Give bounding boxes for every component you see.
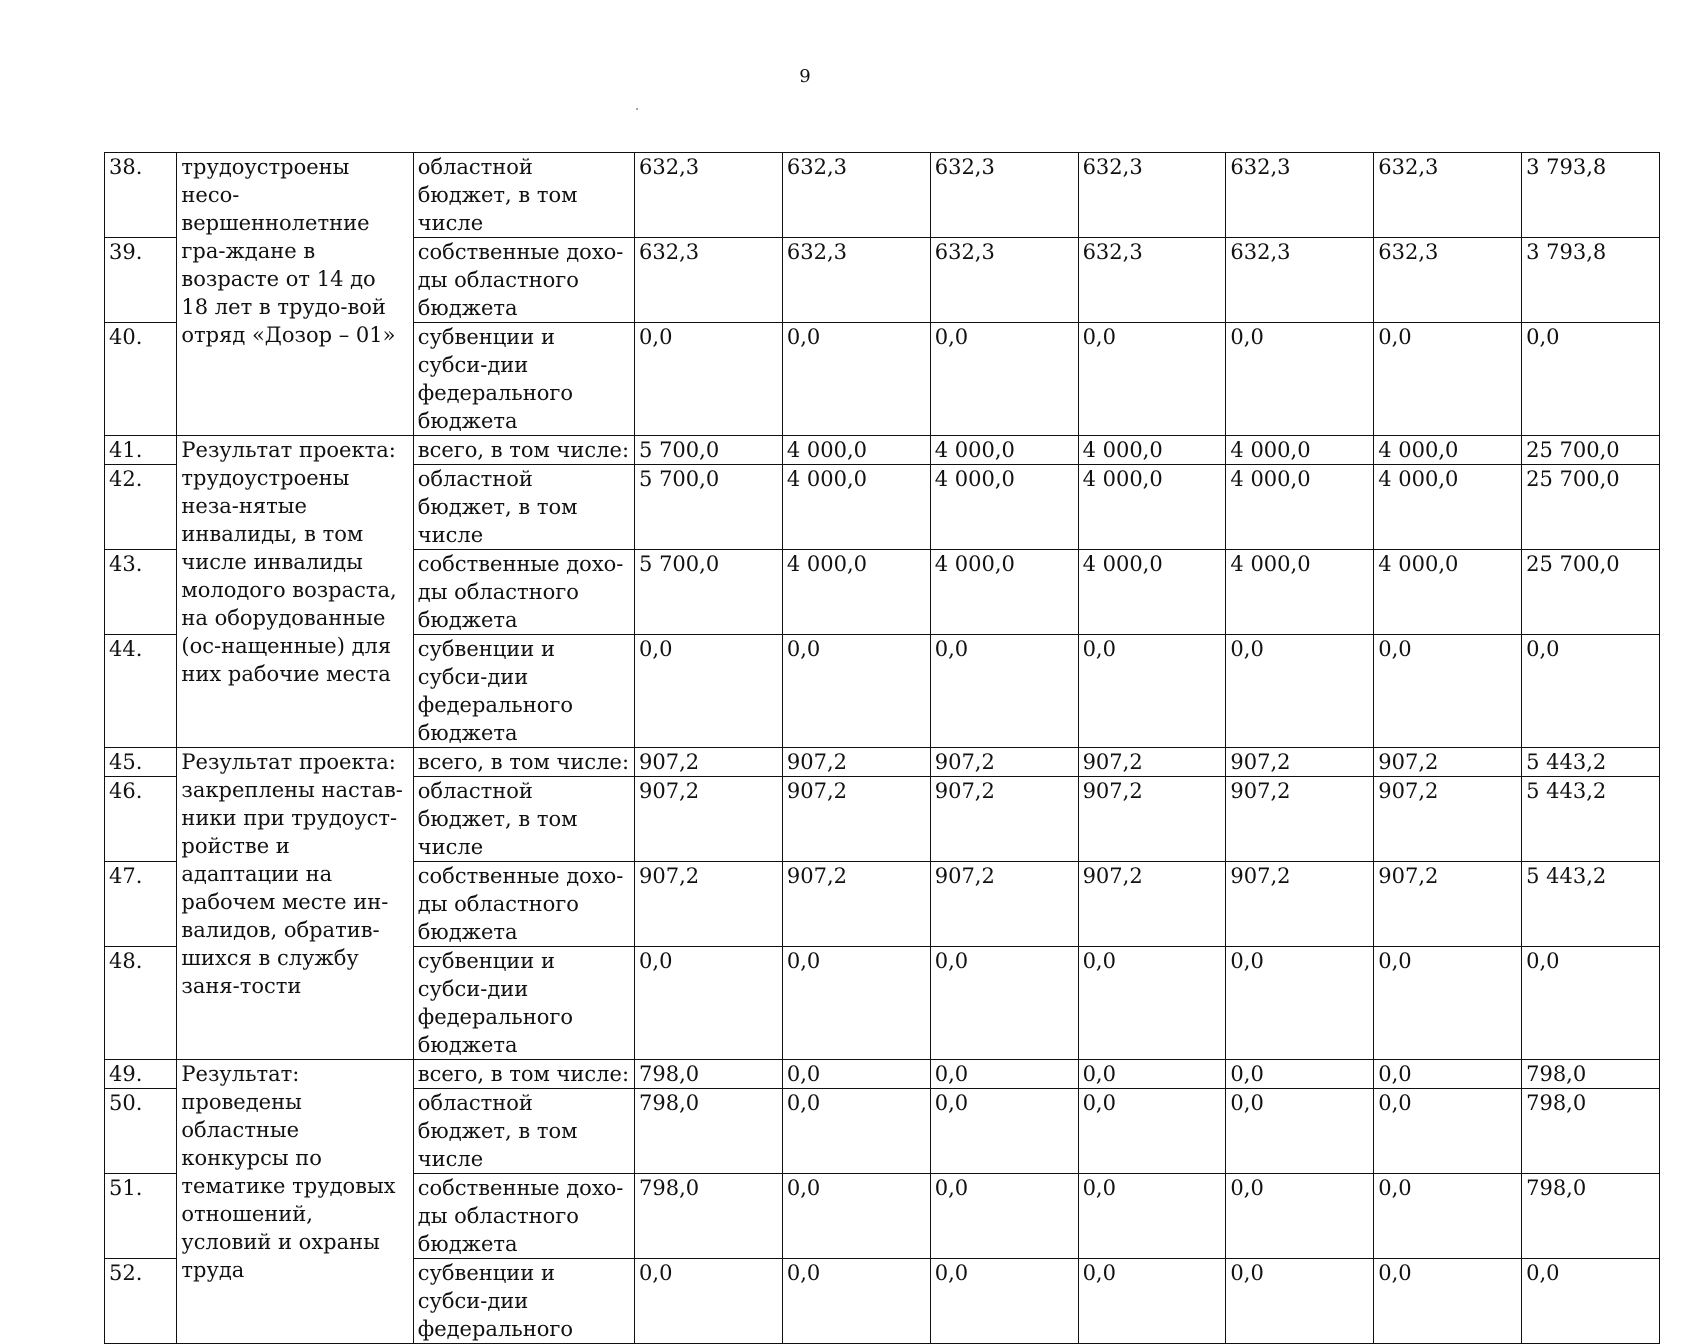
funding-source: областной бюджет, в том числе xyxy=(413,465,634,550)
result-description: трудоустроены несо-вершеннолетние гра-ждане в возрасте от 14 до 18 лет в трудо-вой отряд «Дозор – 01» xyxy=(177,153,413,436)
table-row xyxy=(105,748,1660,777)
year-value: 5 700,0 xyxy=(635,550,783,635)
year-value: 632,3 xyxy=(782,153,930,238)
budget-table xyxy=(104,152,1660,1344)
total-value: 5 443,2 xyxy=(1522,862,1660,947)
funding-source: областной бюджет, в том числе xyxy=(413,777,634,862)
year-value: 0,0 xyxy=(930,1089,1078,1174)
year-value: 0,0 xyxy=(1226,1174,1374,1259)
year-value: 0,0 xyxy=(1374,1060,1522,1089)
total-value: 5 443,2 xyxy=(1522,748,1660,777)
row-number: 52. xyxy=(105,1259,177,1344)
funding-source: всего, в том числе: xyxy=(413,1060,634,1089)
scan-speck xyxy=(636,108,638,110)
year-value: 4 000,0 xyxy=(782,436,930,465)
total-value: 25 700,0 xyxy=(1522,550,1660,635)
funding-source: областной бюджет, в том числе xyxy=(413,1089,634,1174)
year-value: 907,2 xyxy=(1374,748,1522,777)
total-value: 0,0 xyxy=(1522,947,1660,1060)
total-value: 3 793,8 xyxy=(1522,153,1660,238)
funding-source: всего, в том числе: xyxy=(413,748,634,777)
year-value: 4 000,0 xyxy=(1226,436,1374,465)
year-value: 907,2 xyxy=(635,862,783,947)
table-row xyxy=(105,1060,1660,1089)
year-value: 798,0 xyxy=(635,1174,783,1259)
year-value: 0,0 xyxy=(782,1089,930,1174)
year-value: 4 000,0 xyxy=(1078,465,1226,550)
total-value: 0,0 xyxy=(1522,1259,1660,1344)
year-value: 0,0 xyxy=(635,635,783,748)
row-number: 50. xyxy=(105,1089,177,1174)
year-value: 0,0 xyxy=(782,1259,930,1344)
row-number: 44. xyxy=(105,635,177,748)
budget-table-body xyxy=(105,153,1660,1344)
year-value: 907,2 xyxy=(1078,862,1226,947)
year-value: 907,2 xyxy=(1078,777,1226,862)
year-value: 0,0 xyxy=(782,1174,930,1259)
funding-source: субвенции и субси-дии федерального бюджета xyxy=(413,947,634,1060)
year-value: 0,0 xyxy=(1226,635,1374,748)
year-value: 0,0 xyxy=(1078,1174,1226,1259)
row-number: 43. xyxy=(105,550,177,635)
year-value: 907,2 xyxy=(782,777,930,862)
year-value: 0,0 xyxy=(1226,1060,1374,1089)
funding-source: областной бюджет, в том числе xyxy=(413,153,634,238)
year-value: 0,0 xyxy=(1226,1259,1374,1344)
year-value: 0,0 xyxy=(1374,1089,1522,1174)
year-value: 4 000,0 xyxy=(1078,550,1226,635)
year-value: 0,0 xyxy=(1078,1259,1226,1344)
year-value: 907,2 xyxy=(1226,862,1374,947)
year-value: 632,3 xyxy=(1226,238,1374,323)
year-value: 4 000,0 xyxy=(930,436,1078,465)
row-number: 38. xyxy=(105,153,177,238)
year-value: 0,0 xyxy=(1374,1174,1522,1259)
year-value: 907,2 xyxy=(930,748,1078,777)
row-number: 42. xyxy=(105,465,177,550)
year-value: 907,2 xyxy=(1374,777,1522,862)
year-value: 907,2 xyxy=(1374,862,1522,947)
year-value: 4 000,0 xyxy=(1226,550,1374,635)
year-value: 4 000,0 xyxy=(1226,465,1374,550)
funding-source: собственные дохо-ды областного бюджета xyxy=(413,238,634,323)
year-value: 0,0 xyxy=(1374,947,1522,1060)
year-value: 0,0 xyxy=(1078,1089,1226,1174)
year-value: 0,0 xyxy=(1226,1089,1374,1174)
year-value: 632,3 xyxy=(635,153,783,238)
year-value: 0,0 xyxy=(930,323,1078,436)
year-value: 4 000,0 xyxy=(782,550,930,635)
year-value: 632,3 xyxy=(1078,238,1226,323)
year-value: 0,0 xyxy=(1078,323,1226,436)
funding-source: субвенции и субси-дии федерального xyxy=(413,1259,634,1344)
result-description: Результат проекта: закреплены настав-ники при трудоуст-ройстве и адаптации на рабочем месте ин-валидов, обратив-шихся в службу заня-тости xyxy=(177,748,413,1060)
year-value: 632,3 xyxy=(635,238,783,323)
year-value: 0,0 xyxy=(1078,635,1226,748)
year-value: 0,0 xyxy=(635,1259,783,1344)
year-value: 907,2 xyxy=(930,777,1078,862)
funding-source: субвенции и субси-дии федерального бюджета xyxy=(413,635,634,748)
row-number: 45. xyxy=(105,748,177,777)
year-value: 4 000,0 xyxy=(1078,436,1226,465)
year-value: 0,0 xyxy=(930,1060,1078,1089)
funding-source: всего, в том числе: xyxy=(413,436,634,465)
funding-source: собственные дохо-ды областного бюджета xyxy=(413,862,634,947)
year-value: 0,0 xyxy=(635,947,783,1060)
result-description: Результат проекта: трудоустроены неза-нятые инвалиды, в том числе инвалиды молодого возраста, на оборудованные (ос-нащенные) для них рабочие места xyxy=(177,436,413,748)
table-row xyxy=(105,153,1660,238)
total-value: 0,0 xyxy=(1522,635,1660,748)
year-value: 798,0 xyxy=(635,1060,783,1089)
year-value: 5 700,0 xyxy=(635,436,783,465)
year-value: 907,2 xyxy=(782,862,930,947)
year-value: 0,0 xyxy=(782,323,930,436)
total-value: 5 443,2 xyxy=(1522,777,1660,862)
year-value: 0,0 xyxy=(782,1060,930,1089)
year-value: 4 000,0 xyxy=(1374,465,1522,550)
year-value: 0,0 xyxy=(1078,1060,1226,1089)
total-value: 25 700,0 xyxy=(1522,465,1660,550)
year-value: 907,2 xyxy=(635,748,783,777)
year-value: 0,0 xyxy=(635,323,783,436)
row-number: 49. xyxy=(105,1060,177,1089)
total-value: 25 700,0 xyxy=(1522,436,1660,465)
year-value: 4 000,0 xyxy=(930,550,1078,635)
year-value: 0,0 xyxy=(1078,947,1226,1060)
row-number: 47. xyxy=(105,862,177,947)
year-value: 907,2 xyxy=(782,748,930,777)
year-value: 5 700,0 xyxy=(635,465,783,550)
year-value: 0,0 xyxy=(1374,323,1522,436)
year-value: 4 000,0 xyxy=(930,465,1078,550)
funding-source: собственные дохо-ды областного бюджета xyxy=(413,1174,634,1259)
year-value: 0,0 xyxy=(930,1259,1078,1344)
year-value: 0,0 xyxy=(782,947,930,1060)
year-value: 0,0 xyxy=(930,1174,1078,1259)
year-value: 4 000,0 xyxy=(1374,550,1522,635)
year-value: 632,3 xyxy=(1374,238,1522,323)
total-value: 798,0 xyxy=(1522,1089,1660,1174)
funding-source: собственные дохо-ды областного бюджета xyxy=(413,550,634,635)
year-value: 0,0 xyxy=(1374,1259,1522,1344)
year-value: 907,2 xyxy=(1226,748,1374,777)
row-number: 51. xyxy=(105,1174,177,1259)
year-value: 0,0 xyxy=(1226,323,1374,436)
year-value: 0,0 xyxy=(930,947,1078,1060)
year-value: 632,3 xyxy=(1374,153,1522,238)
total-value: 798,0 xyxy=(1522,1060,1660,1089)
year-value: 907,2 xyxy=(930,862,1078,947)
year-value: 632,3 xyxy=(930,153,1078,238)
year-value: 907,2 xyxy=(1078,748,1226,777)
row-number: 48. xyxy=(105,947,177,1060)
year-value: 4 000,0 xyxy=(1374,436,1522,465)
row-number: 41. xyxy=(105,436,177,465)
year-value: 0,0 xyxy=(1226,947,1374,1060)
year-value: 907,2 xyxy=(635,777,783,862)
table-row xyxy=(105,436,1660,465)
total-value: 798,0 xyxy=(1522,1174,1660,1259)
row-number: 46. xyxy=(105,777,177,862)
year-value: 0,0 xyxy=(930,635,1078,748)
year-value: 632,3 xyxy=(1226,153,1374,238)
row-number: 39. xyxy=(105,238,177,323)
year-value: 4 000,0 xyxy=(782,465,930,550)
result-description: Результат: проведены областные конкурсы по тематике трудовых отношений, условий и охраны труда xyxy=(177,1060,413,1344)
funding-source: субвенции и субси-дии федерального бюджета xyxy=(413,323,634,436)
year-value: 632,3 xyxy=(1078,153,1226,238)
year-value: 798,0 xyxy=(635,1089,783,1174)
year-value: 0,0 xyxy=(1374,635,1522,748)
total-value: 0,0 xyxy=(1522,323,1660,436)
row-number: 40. xyxy=(105,323,177,436)
year-value: 632,3 xyxy=(782,238,930,323)
total-value: 3 793,8 xyxy=(1522,238,1660,323)
page-number: 9 xyxy=(799,66,811,87)
year-value: 0,0 xyxy=(782,635,930,748)
year-value: 907,2 xyxy=(1226,777,1374,862)
year-value: 632,3 xyxy=(930,238,1078,323)
